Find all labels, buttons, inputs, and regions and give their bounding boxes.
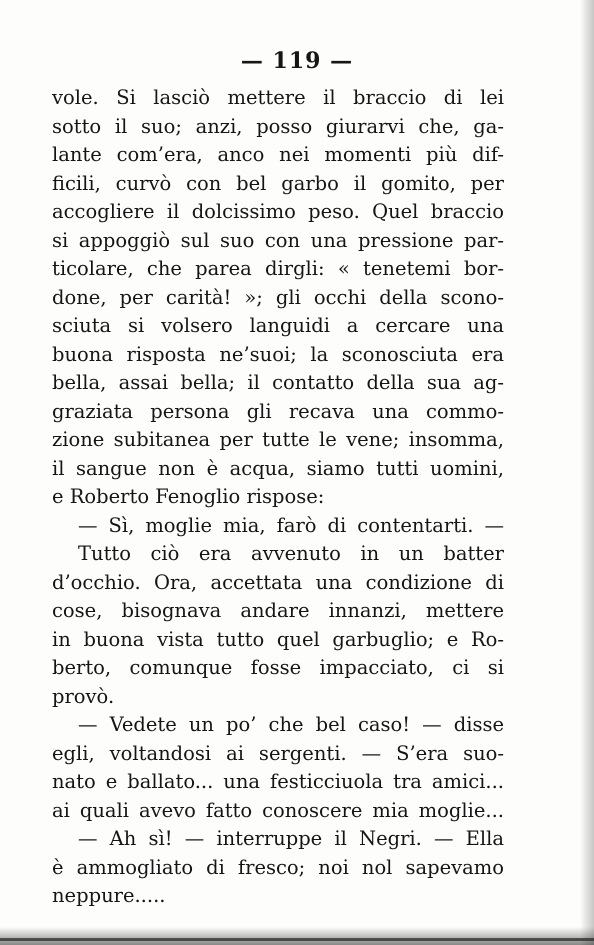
text-line: provò. — [52, 684, 115, 708]
text-line: ai quali avevo fatto conoscere mia moglie... — [52, 798, 504, 822]
page-bottom-edge — [0, 938, 594, 941]
text-line: sotto il suo; anzi, posso giurarvi che, ga- — [52, 114, 504, 138]
text-line: bella, assai bella; il contatto della sua ag- — [52, 371, 504, 394]
text-line: egli, voltandosi ai sergenti. — S’era suo- — [52, 741, 504, 765]
text-line: ficili, curvò con bel garbo il gomito, per — [52, 171, 504, 195]
text-line: — Ah sì! — interruppe il Negri. — Ella — [78, 827, 504, 850]
text-line: d’occhio. Ora, accettata una condizione di — [52, 570, 504, 594]
text-line: Tutto ciò era avvenuto in un batter — [78, 542, 504, 565]
text-line: zione subitanea per tutte le vene; insomma, — [52, 428, 504, 451]
page-number: — 119 — — [240, 48, 354, 74]
text-line: lante com’era, anco nei momenti più dif- — [52, 143, 504, 166]
text-line: — Vedete un po’ che bel caso! — disse — [78, 713, 504, 736]
text-line: sciuta si volsero languidi a cercare una — [52, 314, 504, 337]
text-line: done, per carità! »; gli occhi della scono- — [52, 285, 504, 309]
text-line: si appoggiò sul suo con una pressione par- — [52, 228, 504, 252]
body-text — [52, 84, 504, 911]
page-bottom-shadow — [0, 927, 594, 945]
text-line: è ammogliato di fresco; noi nol sapevamo — [52, 855, 504, 879]
text-line: neppure..... — [52, 884, 166, 907]
text-line: cose, bisognava andare innanzi, mettere — [52, 599, 504, 622]
text-line: e Roberto Fenoglio rispose: — [52, 485, 325, 508]
text-line: berto, comunque fosse impacciato, ci si — [52, 656, 504, 679]
text-line: buona risposta ne’suoi; la sconosciuta era — [52, 342, 504, 366]
text-line: il sangue non è acqua, siamo tutti uomini, — [52, 456, 504, 480]
text-line: — Sì, moglie mia, farò di contentarti. — — [78, 513, 504, 537]
text-line: ticolare, che parea dirgli: « tenetemi bor- — [52, 257, 504, 280]
page-edge-shadow — [580, 0, 594, 945]
text-line: vole. Si lasciò mettere il braccio di lei — [52, 86, 504, 109]
text-line: nato e ballato... una festicciuola tra amici... — [52, 770, 504, 793]
text-line: accogliere il dolcissimo peso. Quel braccio — [52, 200, 504, 223]
text-line: in buona vista tutto quel garbuglio; e Ro- — [52, 627, 504, 651]
text-line: graziata persona gli recava una commo- — [52, 399, 504, 423]
